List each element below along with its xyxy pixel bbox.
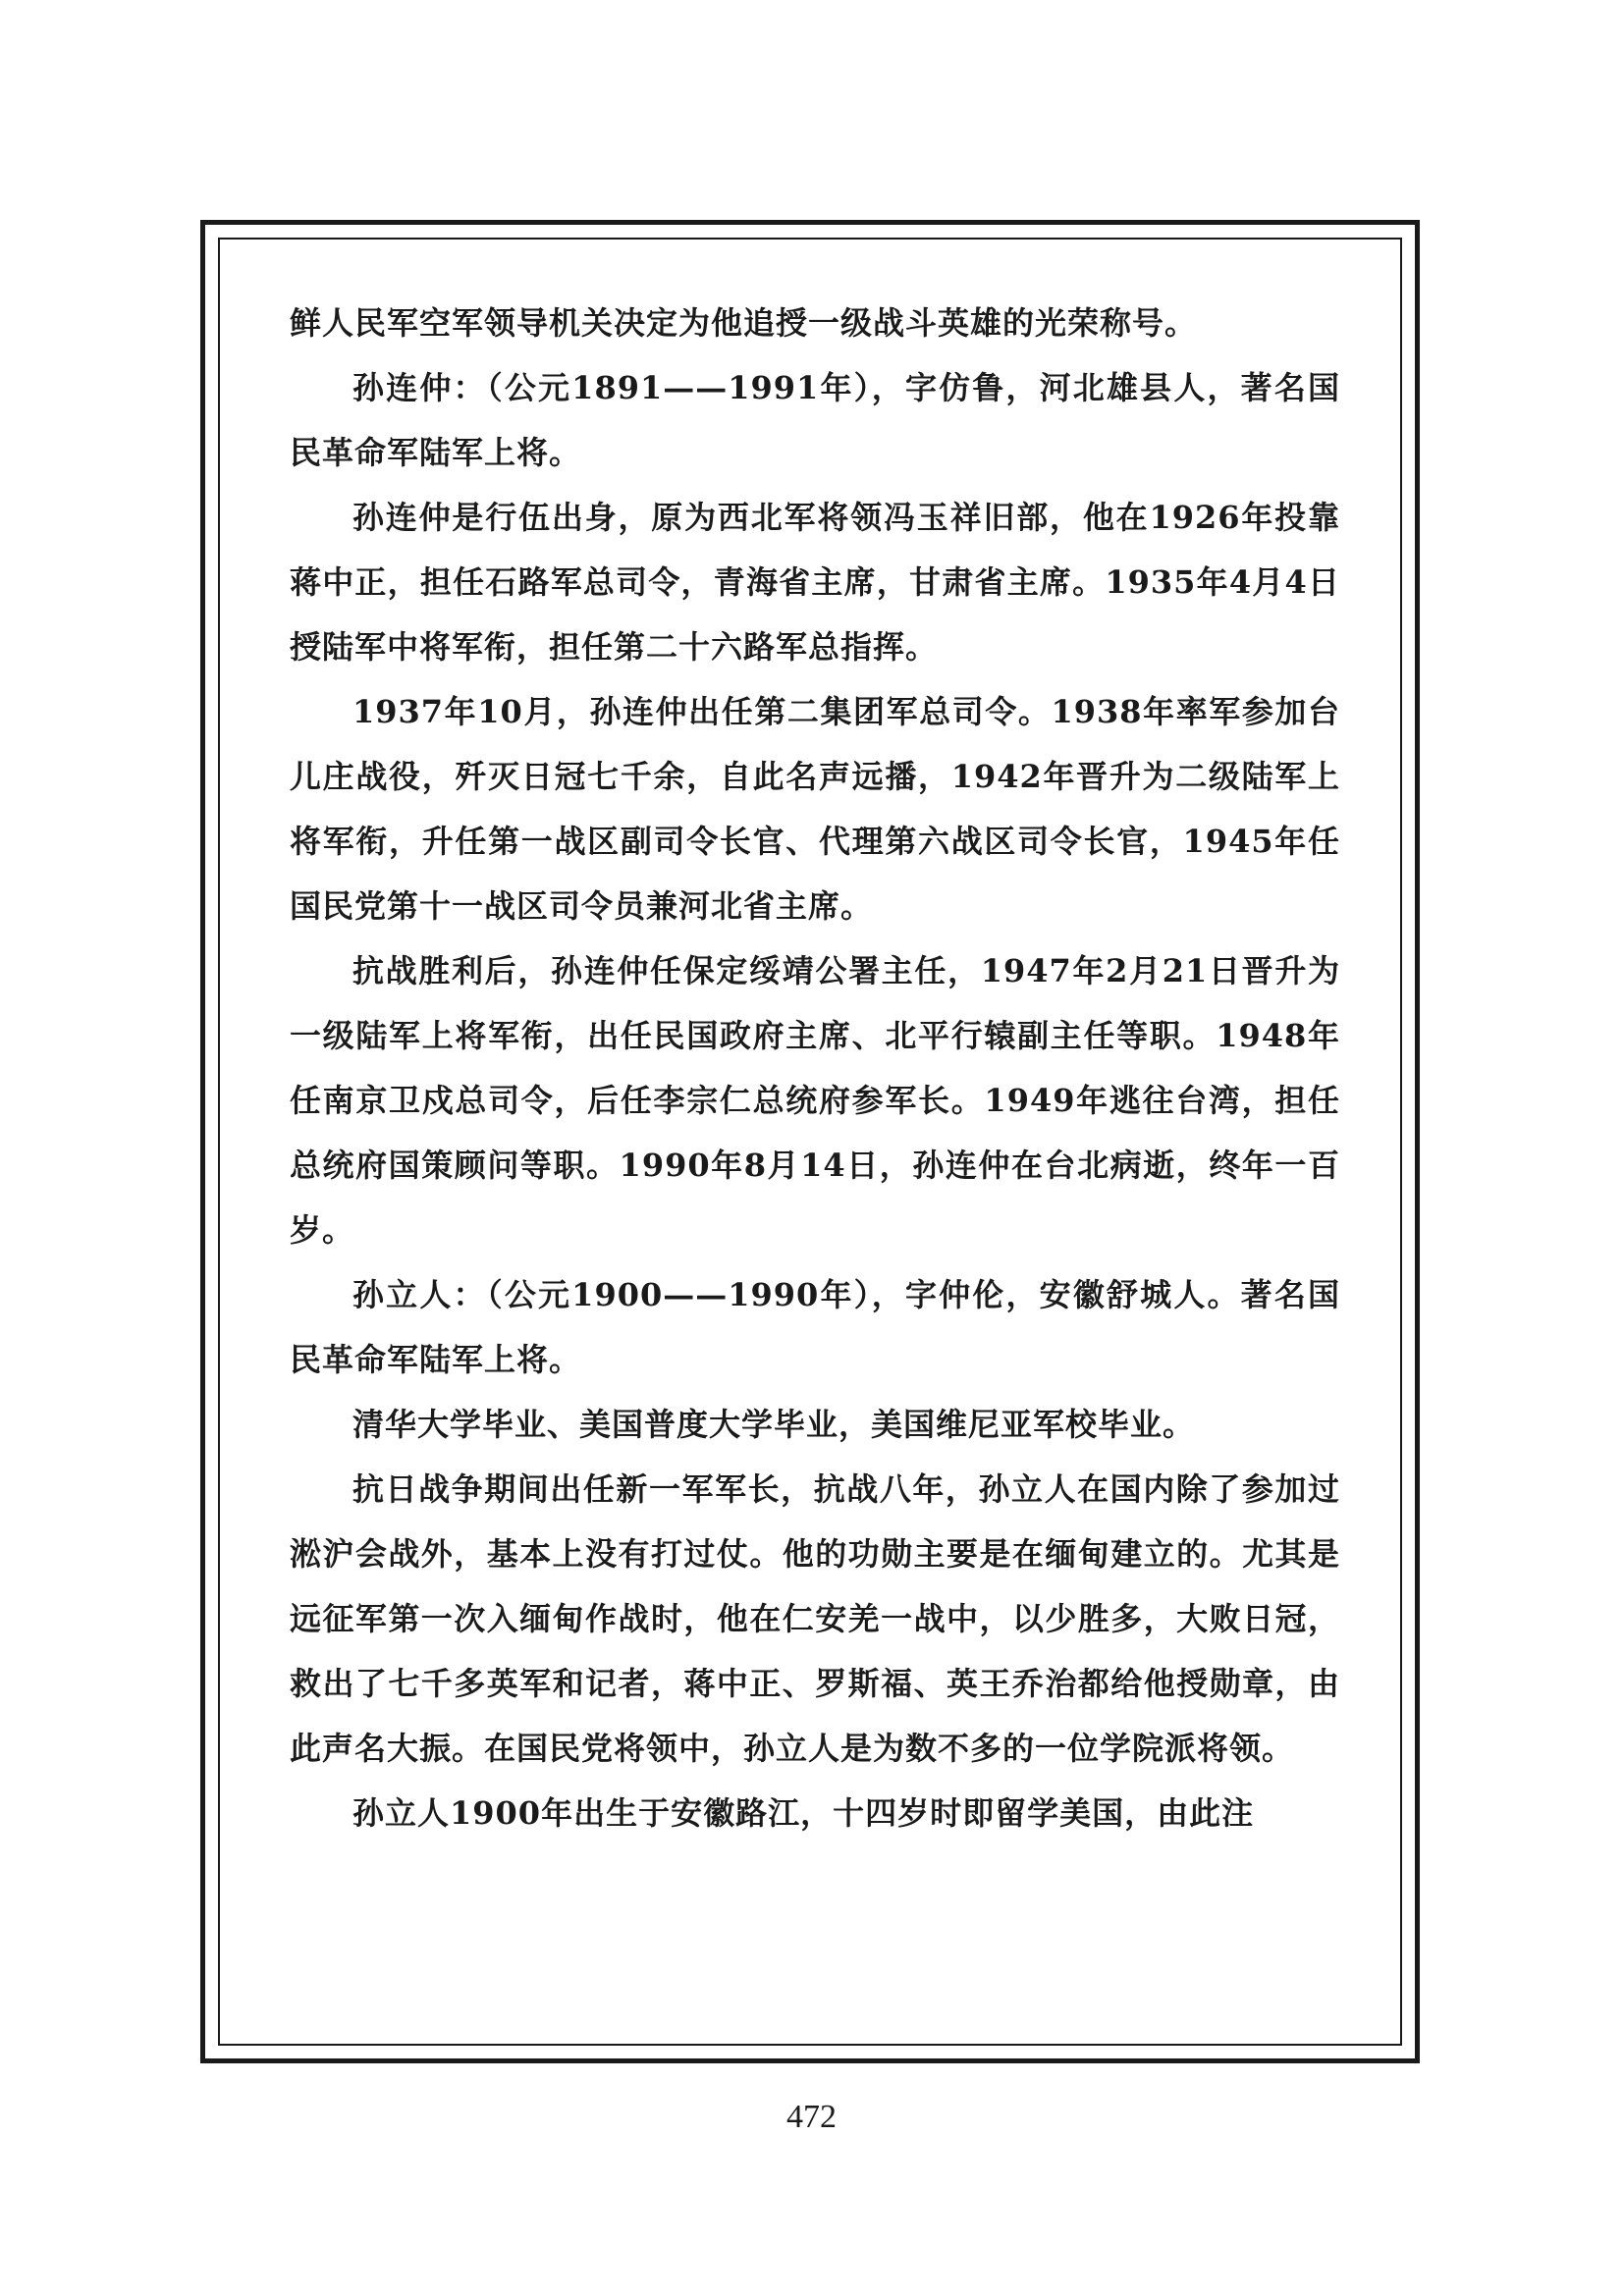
- paragraph: 抗战胜利后，孙连仲任保定绥靖公署主任，1947年2月21日晋升为一级陆军上将军衔，出任民国政府主席、北平行辕副主任等职。1948年任南京卫戍总司令，后任李宗仁总统府参军长。1949年逃往台湾，担任总统府国策顾问等职。1990年8月14日，孙连仲在台北病逝，终年一百岁。: [290, 952, 1340, 1249]
- page-number: 472: [786, 2099, 837, 2135]
- paragraph: 孙连仲是行伍出身，原为西北军将领冯玉祥旧部，他在1926年投靠蒋中正，担任石路军总司令，青海省主席，甘肃省主席。1935年4月4日授陆军中将军衔，担任第二十六路军总指挥。: [290, 499, 1340, 666]
- paragraph: 抗日战争期间出任新一军军长，抗战八年，孙立人在国内除了参加过淞沪会战外，基本上没有打过仗。他的功勋主要是在缅甸建立的。尤其是远征军第一次入缅甸作战时，他在仁安羌一战中，以少胜多，大败日冠，救出了七千多英军和记者，蒋中正、罗斯福、英王乔治都给他授勋章，由此声名大振。在国民党将领中，孙立人是为数不多的一位学院派将领。: [290, 1470, 1340, 1767]
- paragraph: 孙连仲：（公元1891——1991年），字仿鲁，河北雄县人，著名国民革命军陆军上将。: [290, 369, 1340, 471]
- paragraph: 孙立人1900年出生于安徽路江，十四岁时即留学美国，由此注: [352, 1794, 1255, 1832]
- paragraph: 清华大学毕业、美国普度大学毕业，美国维尼亚军校毕业。: [352, 1406, 1196, 1443]
- paragraph: 1937年10月，孙连仲出任第二集团军总司令。1938年率军参加台儿庄战役，歼灭日冠七千余，自此名声远播，1942年晋升为二级陆军上将军衔，升任第一战区副司令长官、代理第六战区司令长官，1945年任国民党第十一战区司令员兼河北省主席。: [290, 693, 1340, 925]
- paragraph: 孙立人：（公元1900——1990年），字仲伦，安徽舒城人。著名国民革命军陆军上将。: [290, 1276, 1340, 1378]
- paragraph: 鲜人民军空军领导机关决定为他追授一级战斗英雄的光荣称号。: [290, 304, 1198, 342]
- body-text: [290, 291, 1340, 1845]
